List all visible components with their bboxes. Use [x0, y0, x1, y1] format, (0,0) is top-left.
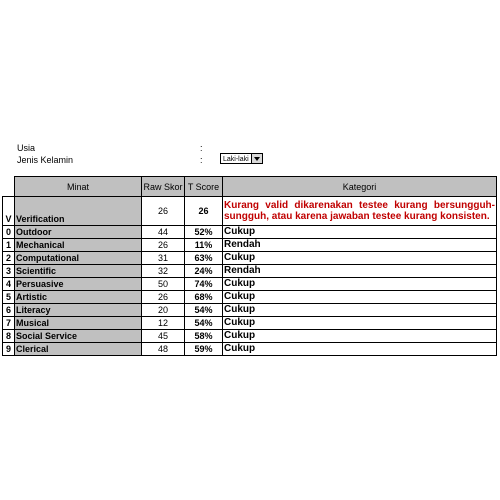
row-t-score: 63% [185, 252, 223, 265]
row-minat: Persuasive [15, 278, 142, 291]
row-number: 1 [3, 239, 15, 252]
row-kategori: Cukup [223, 252, 497, 265]
table-row [3, 265, 497, 278]
row-raw-skor: 48 [142, 343, 185, 356]
row-number: 2 [3, 252, 15, 265]
row-kategori: Rendah [223, 265, 497, 278]
row-raw-skor: 26 [142, 197, 185, 226]
header-kategori: Kategori [223, 177, 497, 197]
score-table [2, 176, 497, 356]
row-raw-skor: 50 [142, 278, 185, 291]
chevron-down-icon[interactable] [251, 154, 262, 163]
table-row [3, 304, 497, 317]
row-number: 0 [3, 226, 15, 239]
row-minat: Artistic [15, 291, 142, 304]
row-number: 9 [3, 343, 15, 356]
row-number: 5 [3, 291, 15, 304]
row-minat: Scientific [15, 265, 142, 278]
row-t-score: 52% [185, 226, 223, 239]
row-number: 8 [3, 330, 15, 343]
row-t-score: 24% [185, 265, 223, 278]
row-kategori: Cukup [223, 343, 497, 356]
row-minat: Social Service [15, 330, 142, 343]
row-raw-skor: 44 [142, 226, 185, 239]
header-minat: Minat [15, 177, 142, 197]
row-number: 6 [3, 304, 15, 317]
row-minat: Computational [15, 252, 142, 265]
row-kategori: Cukup [223, 317, 497, 330]
row-minat: Literacy [15, 304, 142, 317]
row-minat: Outdoor [15, 226, 142, 239]
table-row [3, 343, 497, 356]
gender-select[interactable] [220, 153, 263, 164]
row-kategori: Cukup [223, 304, 497, 317]
row-minat: Verification [15, 197, 142, 226]
row-t-score: 68% [185, 291, 223, 304]
row-kategori: Cukup [223, 330, 497, 343]
gender-select-value: Laki-laki [223, 156, 249, 163]
row-raw-skor: 20 [142, 304, 185, 317]
row-kategori: Rendah [223, 239, 497, 252]
row-raw-skor: 45 [142, 330, 185, 343]
row-kategori: Cukup [223, 226, 497, 239]
row-t-score: 58% [185, 330, 223, 343]
usia-label: Usia [17, 143, 36, 153]
header-raw-skor: Raw Skor [142, 177, 185, 197]
table-row [3, 278, 497, 291]
row-number: 3 [3, 265, 15, 278]
row-number: 7 [3, 317, 15, 330]
row-t-score: 74% [185, 278, 223, 291]
row-t-score: 54% [185, 304, 223, 317]
row-kategori: Cukup [223, 278, 497, 291]
header-t-score: T Score [185, 177, 223, 197]
row-raw-skor: 26 [142, 239, 185, 252]
row-t-score: 59% [185, 343, 223, 356]
table-row-verification [3, 197, 497, 226]
header-row [3, 177, 497, 197]
row-minat: Musical [15, 317, 142, 330]
row-raw-skor: 12 [142, 317, 185, 330]
table-row [3, 330, 497, 343]
table-row [3, 291, 497, 304]
row-number: V [3, 197, 15, 226]
row-raw-skor: 31 [142, 252, 185, 265]
header-empty-cell [3, 177, 15, 197]
table-row [3, 239, 497, 252]
jenis-kelamin-label: Jenis Kelamin [17, 155, 74, 165]
row-kategori: Kurang valid dikarenakan testee kurang bersungguh-sungguh, atau karena jawaban testee kurang konsisten. [223, 197, 497, 226]
row-t-score: 26 [185, 197, 223, 226]
row-minat: Clerical [15, 343, 142, 356]
jenis-kelamin-colon: : [200, 155, 203, 165]
row-minat: Mechanical [15, 239, 142, 252]
table-row [3, 317, 497, 330]
table-row [3, 226, 497, 239]
row-t-score: 11% [185, 239, 223, 252]
row-kategori: Cukup [223, 291, 497, 304]
row-raw-skor: 26 [142, 291, 185, 304]
row-number: 4 [3, 278, 15, 291]
row-t-score: 54% [185, 317, 223, 330]
table-row [3, 252, 497, 265]
row-raw-skor: 32 [142, 265, 185, 278]
usia-colon: : [200, 143, 203, 153]
